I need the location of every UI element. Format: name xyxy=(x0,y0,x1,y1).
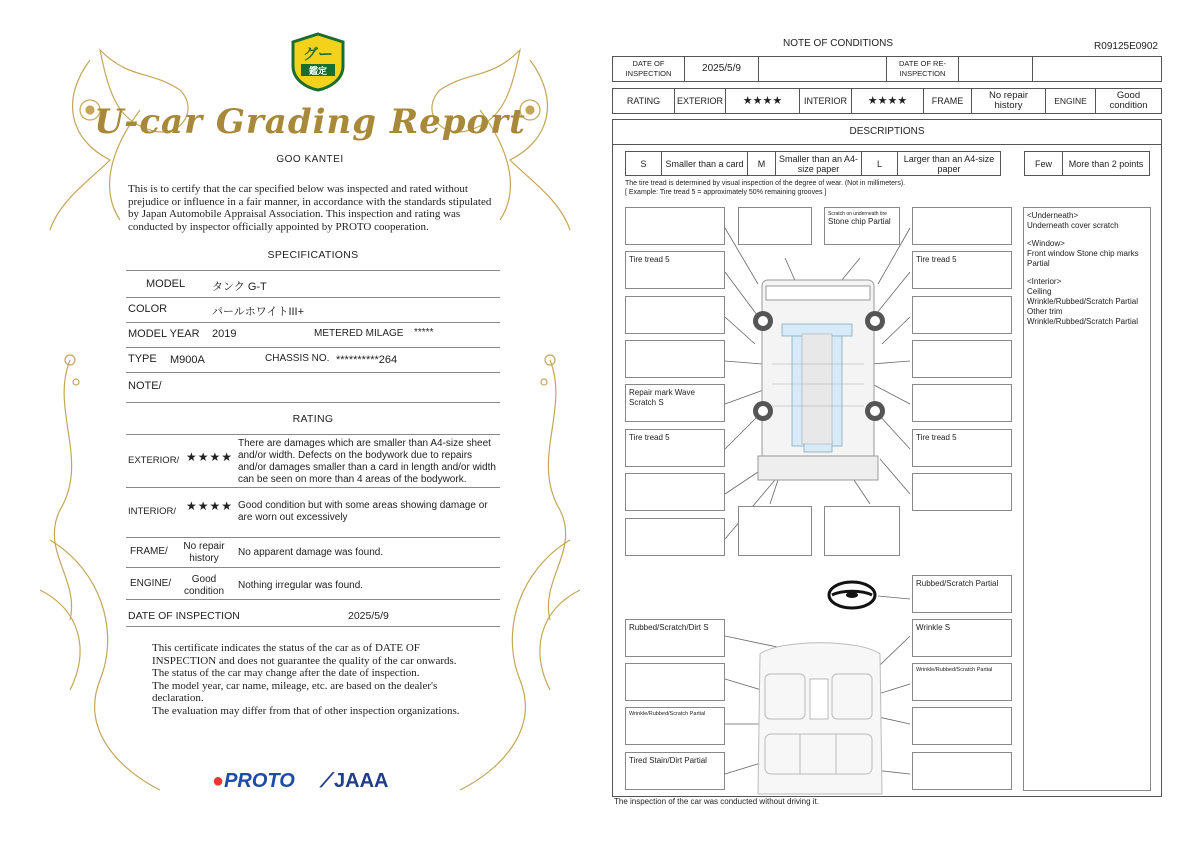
engine-description: Nothing irregular was found. xyxy=(238,580,364,591)
metered-mileage-label: METERED MILAGE xyxy=(314,328,404,339)
footer-line: INSPECTION and does not guarantee the quality of the car onwards. xyxy=(152,654,457,667)
certificate-subtitle: GOO KANTEI xyxy=(276,154,344,165)
certificate-intro: This is to certify that the car specified below was inspected and rated without prejudice or influence in a fair manner, in accordance with the standards stipulated by Japan Automobile Appraisal Association. This inspection and rating was conducted by inspector officially appointed by PROTO cooperation. xyxy=(128,183,492,233)
divider xyxy=(126,270,500,271)
divider xyxy=(126,567,500,568)
legend-m-desc: Smaller than an A4-size paper xyxy=(776,152,862,176)
note-box-left-4 xyxy=(625,340,725,378)
date-of-inspection-label: DATE OF INSPECTION xyxy=(128,610,240,622)
divider xyxy=(126,434,500,435)
exterior-stars: ★★★★ xyxy=(186,450,234,464)
svg-text:鑑定: 鑑定 xyxy=(308,67,328,77)
noc-footer: The inspection of the car was conducted without driving it. xyxy=(614,797,819,806)
rating-label: RATING xyxy=(613,89,675,114)
note-box-right-5 xyxy=(912,384,1012,422)
interior-label: INTERIOR/ xyxy=(128,506,177,517)
date-of-inspection-value: 2025/5/9 xyxy=(348,610,389,622)
note-box-top-2 xyxy=(738,207,812,245)
note-box-tire-front-left: Tire tread 5 xyxy=(625,251,725,289)
legend-s: S xyxy=(626,152,662,176)
note-box-seat-front-left: Wrinkle/Rubbed/Scratch Partial xyxy=(625,707,725,745)
certificate-footer xyxy=(152,642,482,718)
footer-line: The model year, car name, mileage, etc. are based on the dealer's xyxy=(152,679,438,692)
divider xyxy=(126,599,500,600)
grading-certificate xyxy=(40,30,580,810)
model-label: MODEL xyxy=(146,278,186,290)
divider xyxy=(126,537,500,538)
note-box-wrinkle: Wrinkle S xyxy=(912,619,1012,657)
note-box-left-3 xyxy=(625,296,725,334)
note-box-left-1 xyxy=(625,207,725,245)
note-box-right-7 xyxy=(912,473,1012,511)
note-box-tire-front-right: Tire tread 5 xyxy=(912,251,1012,289)
frame-description: No apparent damage was found. xyxy=(238,547,384,558)
note-underneath: <Underneath> Underneath cover scratch xyxy=(1027,211,1119,230)
interior-stars: ★★★★ xyxy=(186,499,234,513)
model-year-label: MODEL YEAR xyxy=(128,328,200,340)
frame-value: No repair history xyxy=(972,89,1046,114)
note-of-conditions xyxy=(610,34,1166,814)
note-box-interior-right-4 xyxy=(912,752,1012,790)
footer-line: The evaluation may differ from that of other inspection organizations. xyxy=(152,704,460,717)
noc-code: R09125E0902 xyxy=(1094,41,1158,52)
note-box-dash: Rubbed/Scratch/Dirt S xyxy=(625,619,725,657)
chassis-value: **********264 xyxy=(336,354,398,366)
exterior-description: There are damages which are smaller than A4-size sheet and/or width. Defects on the bodywork due to repairs and/or damages smaller than a card in length and/or width can be seen on more than 4 areas of the bodywork. xyxy=(238,438,496,485)
date-of-inspection-value: 2025/5/9 xyxy=(685,57,759,82)
note-box-right-3 xyxy=(912,296,1012,334)
exterior-label: EXTERIOR/ xyxy=(128,455,180,466)
note-box-seat-front-right: Wrinkle/Rubbed/Scratch Partial xyxy=(912,663,1012,701)
descriptions-heading: DESCRIPTIONS xyxy=(612,119,1162,145)
interior-label: INTERIOR xyxy=(800,89,852,114)
legend-l-desc: Larger than an A4-size paper xyxy=(898,152,1001,176)
metered-mileage-value: ***** xyxy=(414,327,434,338)
note-box-tire-rear-left: Tire tread 5 xyxy=(625,429,725,467)
divider xyxy=(126,402,500,403)
type-label: TYPE xyxy=(128,353,157,365)
interior-stars: ★★★★ xyxy=(852,89,924,114)
additional-notes-panel xyxy=(1023,207,1151,791)
divider xyxy=(126,297,500,298)
note-box-left-8 xyxy=(625,518,725,556)
note-box-bottom-2 xyxy=(824,506,900,556)
model-value: タンク G-T xyxy=(212,281,267,293)
note-box-left-7 xyxy=(625,473,725,511)
goo-kantei-logo xyxy=(289,32,347,92)
legend-note: [ Example: Tire tread 5 = approximately 50% remaining grooves ] xyxy=(625,189,827,196)
chassis-label: CHASSIS NO. xyxy=(265,353,330,364)
note-box-bottom-1 xyxy=(738,506,812,556)
rating-heading: RATING xyxy=(292,413,334,425)
engine-label: ENGINE/ xyxy=(130,578,172,589)
note-box-stone-chip: Scratch on underneath tire Stone chip Partial xyxy=(824,207,900,245)
exterior-stars: ★★★★ xyxy=(726,89,800,114)
svg-text:グー: グー xyxy=(302,45,334,63)
steering-wheel-icon xyxy=(829,582,875,608)
interior-description: Good condition but with some areas showing damage or are worn out excessively xyxy=(238,500,488,523)
legend-l: L xyxy=(862,152,898,176)
legend-s-desc: Smaller than a card xyxy=(662,152,748,176)
frame-label: FRAME xyxy=(924,89,972,114)
footer-line: This certificate indicates the status of the car as of DATE OF xyxy=(152,642,420,654)
noc-title: NOTE OF CONDITIONS xyxy=(783,38,893,49)
color-value: パールホワイトIII+ xyxy=(212,306,305,318)
type-value: M900A xyxy=(170,354,205,366)
date-of-inspection-label: DATE OF INSPECTION xyxy=(613,57,685,82)
model-year-value: 2019 xyxy=(212,328,237,340)
engine-label: ENGINE xyxy=(1046,89,1096,114)
divider xyxy=(126,322,500,323)
note-box-interior-left-2 xyxy=(625,663,725,701)
divider xyxy=(126,626,500,627)
note-window: <Window> Front window Stone chip marks Partial xyxy=(1027,239,1139,268)
note-box-right-4 xyxy=(912,340,1012,378)
footer-line: The status of the car may change after the date of inspection. xyxy=(152,667,420,680)
frame-label: FRAME/ xyxy=(130,546,168,557)
note-box-interior-right-3 xyxy=(912,707,1012,745)
jaaa-logo: ⟋JAAA xyxy=(320,770,389,792)
note-box-tire-rear-right: Tire tread 5 xyxy=(912,429,1012,467)
note-box-rear-seat: Tired Stain/Dirt Partial xyxy=(625,752,725,790)
specifications-heading: SPECIFICATIONS xyxy=(267,249,359,261)
note-interior: <Interior> Ceiling Wrinkle/Rubbed/Scratch Partial Other trim Wrinkle/Rubbed/Scratch Partial xyxy=(1027,277,1139,326)
frame-value: No repair history xyxy=(183,541,225,564)
legend-few: Few xyxy=(1025,152,1063,176)
engine-value: Good condition xyxy=(1096,89,1162,114)
legend-m: M xyxy=(748,152,776,176)
note-box-right-1 xyxy=(912,207,1012,245)
divider xyxy=(126,347,500,348)
divider xyxy=(126,487,500,488)
footer-line: declaration. xyxy=(152,692,204,705)
note-box-repair-mark: Repair mark Wave Scratch S xyxy=(625,384,725,422)
color-label: COLOR xyxy=(128,303,168,315)
exterior-label: EXTERIOR xyxy=(675,89,726,114)
divider xyxy=(126,372,500,373)
note-box-steering: Rubbed/Scratch Partial xyxy=(912,575,1012,613)
legend-few-desc: More than 2 points xyxy=(1063,152,1150,176)
reinspection-label: DATE OF RE-INSPECTION xyxy=(887,57,959,82)
engine-value: Good condition xyxy=(183,574,225,597)
proto-logo: ●PROTO xyxy=(212,770,295,792)
certificate-title: U-car Grading Report xyxy=(94,102,526,142)
legend-note: The tire tread is determined by visual inspection of the degree of wear. (Not in millimeters). xyxy=(625,180,906,187)
note-label: NOTE/ xyxy=(128,380,162,392)
